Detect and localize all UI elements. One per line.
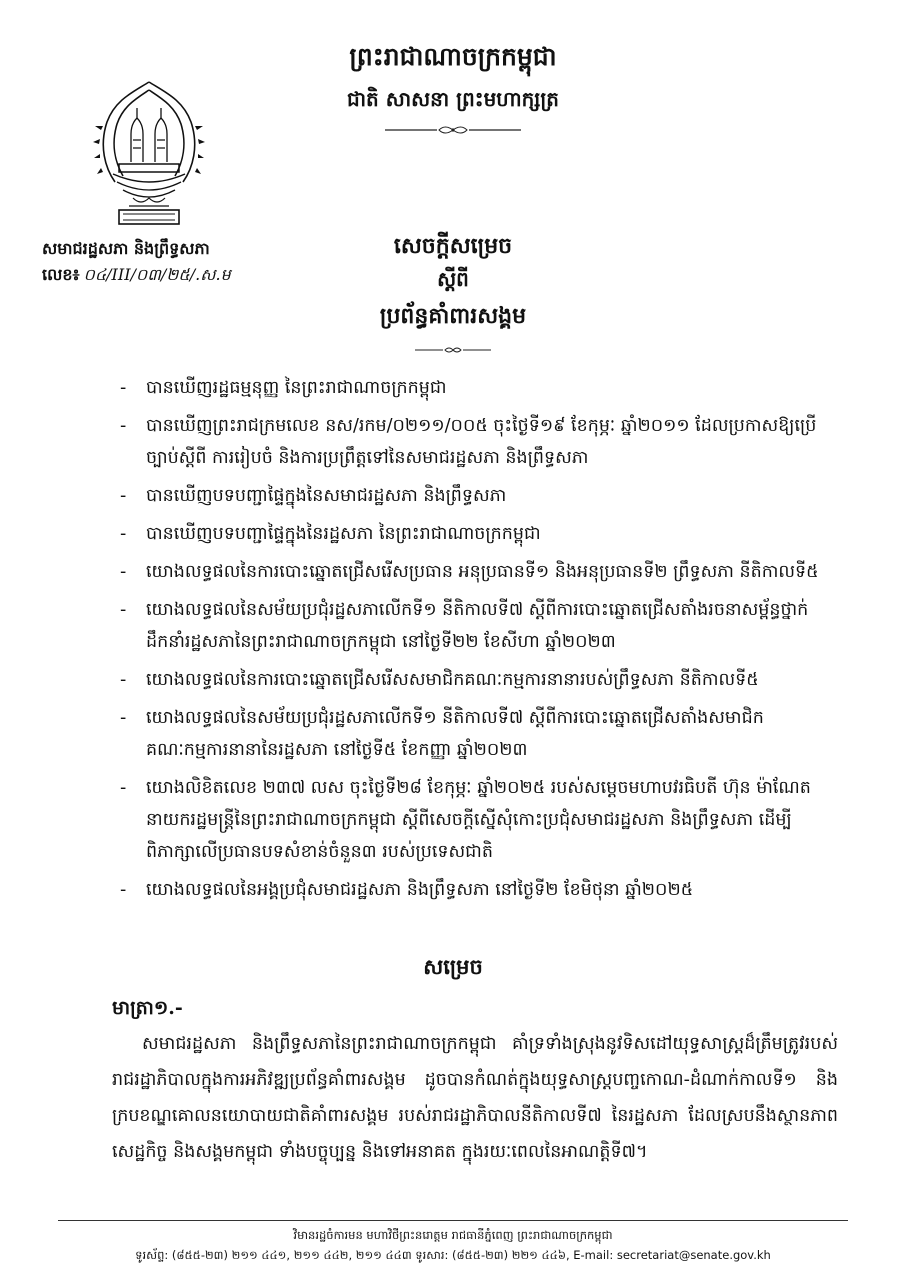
senate-emblem-icon — [93, 78, 205, 228]
article-label: មាត្រា១.- — [112, 997, 183, 1019]
preamble-item: - បានឃើញរដ្ឋធម្មនុញ្ញ នៃព្រះរាជាណាចក្រកម្ពុជា — [120, 372, 840, 404]
ornament-divider-icon — [385, 124, 521, 136]
reference-label: លេខ៖ — [42, 265, 80, 284]
footer-address: វិមានរដ្ឋចំការមន មហាវិថីព្រះនរោត្តម រាជធានីភ្នំពេញ ព្រះរាជាណាចក្រកម្ពុជា — [293, 1228, 613, 1242]
preamble-item: - យោងលទ្ធផលនៃសម័យប្រជុំរដ្ឋសភាលើកទី១ នីតិកាលទី៧ ស្ដីពីការបោះឆ្នោតជ្រើសតាំងសមាជិកគណៈកម្មការនានានៃរដ្ឋសភា នៅថ្ងៃទី៥ ខែកញ្ញា ឆ្នាំ២០២៣ — [120, 702, 840, 766]
kingdom-title: ព្រះរាជាណាចក្រកម្ពុជា — [349, 42, 557, 71]
ornament-divider-icon — [415, 345, 491, 355]
preamble-list — [120, 372, 840, 912]
preamble-item: - យោងលទ្ធផលនៃការបោះឆ្នោតជ្រើសរើសសមាជិកគណៈកម្មការនានារបស់ព្រឹទ្ធសភា នីតិកាលទី៥ — [120, 664, 840, 696]
national-motto: ជាតិ សាសនា ព្រះមហាក្សត្រ — [347, 87, 559, 111]
preamble-item: - យោងលទ្ធផលនៃអង្គប្រជុំសមាជរដ្ឋសភា និងព្រឹទ្ធសភា នៅថ្ងៃទី២ ខែមិថុនា ឆ្នាំ២០២៥ — [120, 874, 840, 906]
preamble-item: - បានឃើញព្រះរាជក្រមលេខ នស/រកម/០២១១/០០៥ ចុះថ្ងៃទី១៩ ខែកុម្ភៈ ឆ្នាំ២០១១ ដែលប្រកាសឱ្យប្រើច្បាប់ស្ដីពី ការរៀបចំ និងការប្រព្រឹត្តទៅនៃសមាជរដ្ឋសភា និងព្រឹទ្ធសភា — [120, 410, 840, 474]
preamble-item: - យោងលទ្ធផលនៃសម័យប្រជុំរដ្ឋសភាលើកទី១ នីតិកាលទី៧ ស្ដីពីការបោះឆ្នោតជ្រើសតាំងរចនាសម្ព័ន្ធថ្នាក់ដឹកនាំរដ្ឋសភានៃព្រះរាជាណាចក្រកម្ពុជា នៅថ្ងៃទី២២ ខែសីហា ឆ្នាំ២០២៣ — [120, 594, 840, 658]
preamble-item: - យោងលទ្ធផលនៃការបោះឆ្នោតជ្រើសរើសប្រធាន អនុប្រធានទី១ និងអនុប្រធានទី២ ព្រឹទ្ធសភា នីតិកាលទី៥ — [120, 556, 840, 588]
footer-contact: ទូរស័ព្ទ: (៨៥៥-២៣) ២១១ ៤៤១, ២១១ ៤៤២, ២១១ ៤៤៣ ទូរសារ: (៨៥៥-២៣) ២២១ ៤៤៦, E-mail: secretariat@senate.gov.kh — [135, 1248, 771, 1262]
article-body: សមាជរដ្ឋសភា និងព្រឹទ្ធសភានៃព្រះរាជាណាចក្រកម្ពុជា គាំទ្រទាំងស្រុងនូវទិសដៅយុទ្ធសាស្ត្រដ៏ត្រឹមត្រូវរបស់រាជរដ្ឋាភិបាលក្នុងការអភិវឌ្ឍប្រព័ន្ធគាំពារសង្គម ដូចបានកំណត់ក្នុងយុទ្ធសាស្ត្របញ្ចកោណ-ដំណាក់កាលទី១ និងក្របខណ្ឌគោលនយោបាយជាតិគាំពារសង្គម របស់រាជរដ្ឋាភិបាលនីតិកាលទី៧ នៃរដ្ឋសភា ដែលស្របនឹងស្ថានភាពសេដ្ឋកិច្ច និងសង្គមកម្ពុជា ទាំងបច្ចុប្បន្ន និងទៅអនាគត ក្នុងរយៈពេលនៃអាណត្តិទី៧។ — [112, 1034, 838, 1162]
footer-divider — [58, 1220, 848, 1221]
decision-title: សេចក្ដីសម្រេច — [393, 233, 513, 259]
decision-heading: សម្រេច — [423, 954, 483, 979]
preamble-item: - បានឃើញបទបញ្ជាផ្ទៃក្នុងនៃសមាជរដ្ឋសភា និងព្រឹទ្ធសភា — [120, 480, 840, 512]
reference-value: ០៤/III/០៣/២៥/.ស.ម — [83, 265, 231, 284]
decision-title-on: ស្ដីពី — [437, 267, 469, 291]
preamble-item: - បានឃើញបទបញ្ជាផ្ទៃក្នុងនៃរដ្ឋសភា នៃព្រះរាជាណាចក្រកម្ពុជា — [120, 518, 840, 550]
issuing-body: សមាជរដ្ឋសភា និងព្រឹទ្ធសភា — [42, 239, 210, 258]
preamble-item: - យោងលិខិតលេខ ២៣៧ លស ចុះថ្ងៃទី២៨ ខែកុម្ភៈ ឆ្នាំ២០២៥ របស់សម្ដេចមហាបវរធិបតី ហ៊ុន ម៉ាណែត នាយករដ្ឋមន្ត្រីនៃព្រះរាជាណាចក្រកម្ពុជា ស្ដីពីសេចក្ដីស្នើសុំកោះប្រជុំសមាជរដ្ឋសភា និងព្រឹទ្ធសភា ដើម្បីពិភាក្សាលើប្រធានបទសំខាន់ចំនួន៣ របស់ប្រទេសជាតិ — [120, 772, 840, 868]
decision-subject: ប្រព័ន្ធគាំពារសង្គម — [379, 303, 527, 329]
reference-number — [42, 264, 231, 288]
